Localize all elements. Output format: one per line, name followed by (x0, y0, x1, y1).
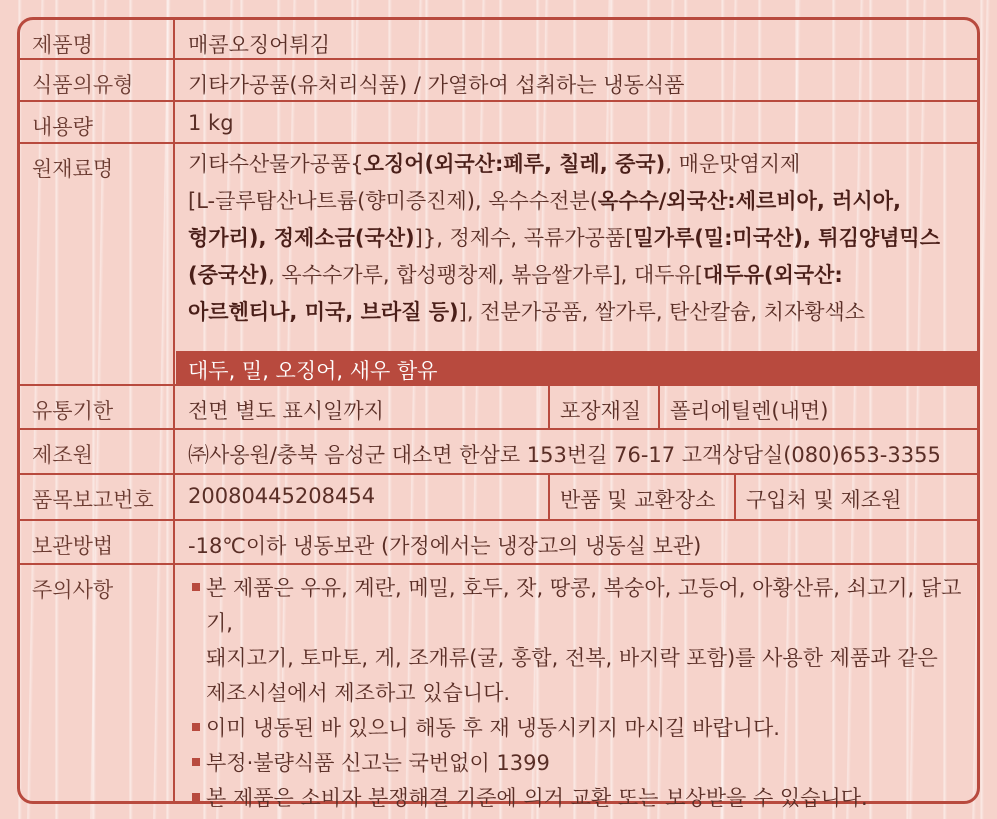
label-manufacturer: 제조원 (20, 430, 175, 475)
label-packaging: 포장재질 (560, 399, 642, 423)
value-exchange: 구입처 및 제조원 (746, 488, 902, 512)
caution-item: 부정·불량식품 신고는 국번없이 1399 (192, 746, 977, 781)
label-report-number: 품목보고번호 (20, 475, 175, 521)
row-manufacturer (20, 428, 977, 475)
bullet-square-icon (192, 758, 200, 766)
label-ingredients: 원재료명 (20, 144, 175, 386)
label-caution: 주의사항 (20, 565, 175, 801)
row-storage (20, 519, 977, 565)
allergen-banner: 대두, 밀, 오징어, 새우 함유 (176, 351, 977, 384)
caution-item: 이미 냉동된 바 있으니 해동 후 재 냉동시키지 마시길 바랍니다. (192, 711, 977, 746)
label-storage: 보관방법 (20, 521, 175, 565)
ingredients-line-3: 헝가리), 정제소금(국산)]}, 정제수, 곡류가공품[밀가루(밀:미국산), 튀김양념믹스 (188, 226, 941, 250)
row-report-number (20, 473, 977, 521)
value-amount: 1 kg (188, 111, 234, 135)
caution-item: 본 제품은 우유, 계란, 메밀, 호두, 잣, 땅콩, 복숭아, 고등어, 아황산류, 쇠고기, 닭고기, 돼지고기, 토마토, 게, 조개류(굴, 홍합, 전복, 바지락 포함)를 사용한 제품과 같은 제조시설에서 제조하고 있습니다. (192, 571, 977, 711)
row-caution (20, 563, 977, 810)
value-food-type: 기타가공품(유처리식품) / 가열하여 섭취하는 냉동식품 (188, 73, 685, 97)
ingredients-line-1: 기타수산물가공품{오징어(외국산:페루, 칠레, 중국), 매운맛염지제 (188, 152, 801, 176)
bullet-square-icon (192, 723, 200, 731)
label-amount: 내용량 (20, 102, 175, 144)
row-ingredients (20, 142, 977, 386)
label-expiry: 유통기한 (20, 386, 175, 430)
label-food-type: 식품의유형 (20, 60, 175, 102)
value-packaging: 폴리에틸렌(내면) (670, 399, 829, 423)
row-food-type (20, 58, 977, 102)
row-product-name (20, 20, 977, 58)
caution-item: 본 제품은 소비자 분쟁해결 기준에 의거 교환 또는 보상받을 수 있습니다. (192, 781, 977, 816)
label-product-name: 제품명 (20, 20, 175, 58)
value-storage: -18℃이하 냉동보관 (가정에서는 냉장고의 냉동실 보관) (188, 534, 702, 558)
label-exchange: 반품 및 교환장소 (560, 488, 716, 512)
product-info-table (17, 17, 980, 810)
row-expiry (20, 384, 977, 430)
bullet-square-icon (192, 793, 200, 801)
value-report-number: 20080445208454 (188, 484, 376, 508)
value-ingredients (176, 144, 977, 350)
row-amount (20, 100, 977, 144)
value-manufacturer: ㈜사옹원/충북 음성군 대소면 한삼로 153번길 76-17 고객상담실(080)653-3355 (188, 443, 941, 467)
ingredients-line-5: 아르헨티나, 미국, 브라질 등)], 전분가공품, 쌀가루, 탄산칼슘, 치자황색소 (188, 300, 866, 324)
value-product-name: 매콤오징어튀김 (188, 33, 331, 57)
bullet-square-icon (192, 583, 200, 591)
ingredients-line-4: (중국산), 옥수수가루, 합성팽창제, 볶음쌀가루], 대두유[대두유(외국산: (188, 263, 843, 287)
value-expiry: 전면 별도 표시일까지 (188, 399, 384, 423)
ingredients-line-2: [L-글루탐산나트륨(향미증진제), 옥수수전분(옥수수/외국산:세르비아, 러시아, (188, 189, 901, 213)
value-caution (176, 565, 977, 810)
